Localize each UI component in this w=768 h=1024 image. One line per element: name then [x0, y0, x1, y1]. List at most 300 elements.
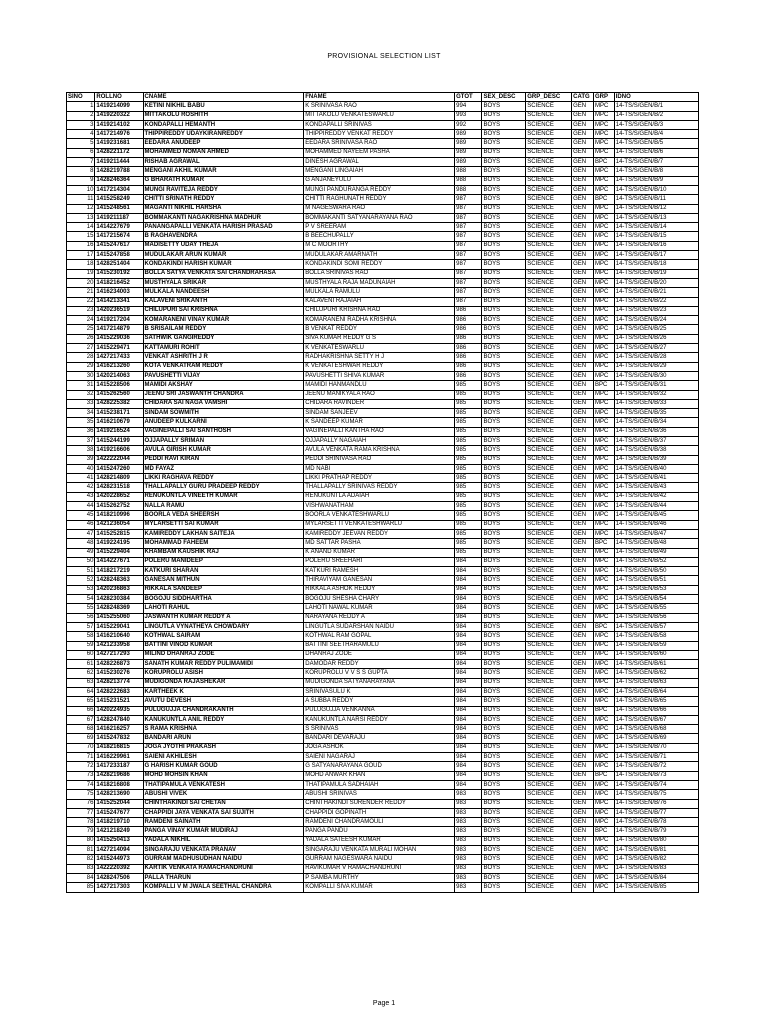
cell-cname: SINDAM SOWMITH — [143, 409, 304, 418]
cell-rollno: 1415244199 — [95, 436, 143, 445]
table-row — [67, 576, 699, 585]
cell-catg: GEN — [572, 241, 594, 250]
cell-sex-desc: BOYS — [482, 353, 526, 362]
cell-idno: 14-TS/S/GEN/B/77 — [614, 808, 698, 817]
cell-grp: MPC — [593, 232, 614, 241]
cell-catg: GEN — [572, 883, 594, 892]
table-row — [67, 371, 699, 380]
cell-idno: 14-TS/S/GEN/B/11 — [614, 195, 698, 204]
cell-sex-desc: BOYS — [482, 334, 526, 343]
cell-grp: MPC — [593, 223, 614, 232]
cell-fname: M NAGESWARA RAO — [304, 204, 455, 213]
table-row — [67, 585, 699, 594]
cell-grp-desc: SCIENCE — [526, 241, 572, 250]
cell-sex-desc: BOYS — [482, 660, 526, 669]
cell-idno: 14-TS/S/GEN/B/26 — [614, 334, 698, 343]
table-row — [67, 204, 699, 213]
cell-fname: PANGA PANDU — [304, 827, 455, 836]
cell-rollno: 1422220392 — [95, 864, 143, 873]
cell-sino: 54 — [67, 595, 95, 604]
cell-idno: 14-TS/S/GEN/B/14 — [614, 223, 698, 232]
cell-rollno: 1416213260 — [95, 362, 143, 371]
table-row — [67, 464, 699, 473]
cell-grp-desc: SCIENCE — [526, 288, 572, 297]
cell-grp: MPC — [593, 362, 614, 371]
table-row — [67, 604, 699, 613]
cell-cname: JEENU SRI JASWANTH CHANDRA — [143, 390, 304, 399]
cell-catg: GEN — [572, 483, 594, 492]
cell-gtot: 987 — [455, 260, 482, 269]
table-row — [67, 669, 699, 678]
cell-sex-desc: BOYS — [482, 790, 526, 799]
cell-sex-desc: BOYS — [482, 678, 526, 687]
cell-grp-desc: SCIENCE — [526, 185, 572, 194]
cell-grp: MPC — [593, 846, 614, 855]
cell-idno: 14-TS/S/GEN/B/23 — [614, 306, 698, 315]
cell-catg: GEN — [572, 102, 594, 111]
cell-grp: MPC — [593, 883, 614, 892]
cell-idno: 14-TS/S/GEN/B/74 — [614, 780, 698, 789]
cell-rollno: 1416210679 — [95, 418, 143, 427]
cell-sex-desc: BOYS — [482, 288, 526, 297]
cell-catg: GEN — [572, 148, 594, 157]
cell-cname: S RAMA KRISHNA — [143, 725, 304, 734]
cell-fname: KORUPROLU V V S S GUPTA — [304, 669, 455, 678]
cell-fname: DHANRAJ ZODE — [304, 650, 455, 659]
cell-idno: 14-TS/S/GEN/B/44 — [614, 502, 698, 511]
cell-cname: B RAGHAVENDRA — [143, 232, 304, 241]
cell-catg: GEN — [572, 725, 594, 734]
cell-rollno: 1420224935 — [95, 706, 143, 715]
cell-rollno: 1419216606 — [95, 446, 143, 455]
cell-idno: 14-TS/S/GEN/B/51 — [614, 576, 698, 585]
cell-gtot: 987 — [455, 251, 482, 260]
cell-idno: 14-TS/S/GEN/B/62 — [614, 669, 698, 678]
cell-cname: CHIDARA SAI NAGA VAMSHI — [143, 399, 304, 408]
cell-rollno: 1427217433 — [95, 353, 143, 362]
cell-catg: GEN — [572, 539, 594, 548]
cell-grp-desc: SCIENCE — [526, 706, 572, 715]
cell-idno: 14-TS/S/GEN/B/45 — [614, 511, 698, 520]
cell-rollno: 1415229041 — [95, 622, 143, 631]
cell-idno: 14-TS/S/GEN/B/42 — [614, 492, 698, 501]
cell-catg: GEN — [572, 502, 594, 511]
cell-grp: MPC — [593, 334, 614, 343]
cell-grp: MPC — [593, 185, 614, 194]
cell-sino: 4 — [67, 130, 95, 139]
cell-sex-desc: BOYS — [482, 483, 526, 492]
cell-idno: 14-TS/S/GEN/B/9 — [614, 176, 698, 185]
cell-sex-desc: BOYS — [482, 855, 526, 864]
cell-fname: EEDARA SRINIVASA RAO — [304, 139, 455, 148]
cell-idno: 14-TS/S/GEN/B/79 — [614, 827, 698, 836]
cell-catg: GEN — [572, 288, 594, 297]
cell-grp: MPC — [593, 678, 614, 687]
cell-gtot: 985 — [455, 446, 482, 455]
cell-rollno: 1420236863 — [95, 585, 143, 594]
table-row — [67, 427, 699, 436]
cell-grp: MPC — [593, 650, 614, 659]
cell-catg: GEN — [572, 409, 594, 418]
cell-idno: 14-TS/S/GEN/B/30 — [614, 371, 698, 380]
cell-gtot: 985 — [455, 427, 482, 436]
table-row — [67, 650, 699, 659]
cell-grp-desc: SCIENCE — [526, 195, 572, 204]
cell-gtot: 984 — [455, 753, 482, 762]
cell-gtot: 984 — [455, 688, 482, 697]
cell-gtot: 985 — [455, 381, 482, 390]
cell-gtot: 984 — [455, 762, 482, 771]
cell-gtot: 983 — [455, 873, 482, 882]
cell-fname: KOTHWAL RAM GOPAL — [304, 632, 455, 641]
cell-fname: THIRAVIYAM GANESAN — [304, 576, 455, 585]
cell-cname: PULUGUJJA CHANDRAKANTH — [143, 706, 304, 715]
cell-cname: KAMIREDDY LAKHAN SAITEJA — [143, 529, 304, 538]
cell-gtot: 983 — [455, 808, 482, 817]
cell-grp-desc: SCIENCE — [526, 604, 572, 613]
cell-fname: MUDIGONDA SATYANARAYANA — [304, 678, 455, 687]
cell-fname: MUDULAKAR AMARNATH — [304, 251, 455, 260]
cell-rollno: 1415238171 — [95, 409, 143, 418]
cell-gtot: 987 — [455, 269, 482, 278]
cell-grp-desc: SCIENCE — [526, 223, 572, 232]
table-row — [67, 846, 699, 855]
cell-gtot: 985 — [455, 455, 482, 464]
cell-catg: GEN — [572, 715, 594, 724]
cell-grp: MPC — [593, 567, 614, 576]
cell-fname: MITTAKOLU VENKATESWARLU — [304, 111, 455, 120]
cell-cname: MENGANI AKHIL KUMAR — [143, 167, 304, 176]
cell-fname: MAMIDI HANMANDLU — [304, 381, 455, 390]
cell-sino: 34 — [67, 409, 95, 418]
cell-idno: 14-TS/S/GEN/B/27 — [614, 344, 698, 353]
cell-sex-desc: BOYS — [482, 520, 526, 529]
table-row — [67, 213, 699, 222]
cell-fname: MOHAMMED NAYEEM PASHA — [304, 148, 455, 157]
cell-gtot: 984 — [455, 734, 482, 743]
table-row — [67, 130, 699, 139]
cell-sino: 72 — [67, 762, 95, 771]
table-row — [67, 436, 699, 445]
cell-idno: 14-TS/S/GEN/B/66 — [614, 706, 698, 715]
cell-grp-desc: SCIENCE — [526, 520, 572, 529]
cell-grp-desc: SCIENCE — [526, 632, 572, 641]
cell-sino: 47 — [67, 529, 95, 538]
cell-catg: GEN — [572, 641, 594, 650]
cell-sino: 25 — [67, 325, 95, 334]
table-row — [67, 446, 699, 455]
cell-grp-desc: SCIENCE — [526, 111, 572, 120]
cell-grp: MPC — [593, 483, 614, 492]
cell-rollno: 1415248561 — [95, 204, 143, 213]
cell-sex-desc: BOYS — [482, 260, 526, 269]
cell-rollno: 1418217219 — [95, 567, 143, 576]
cell-sex-desc: BOYS — [482, 446, 526, 455]
cell-sino: 3 — [67, 120, 95, 129]
cell-gtot: 985 — [455, 474, 482, 483]
cell-rollno: 1415229036 — [95, 334, 143, 343]
cell-grp-desc: SCIENCE — [526, 585, 572, 594]
cell-grp-desc: SCIENCE — [526, 836, 572, 845]
cell-grp: MPC — [593, 697, 614, 706]
table-row — [67, 715, 699, 724]
cell-fname: B VENKAT REDDY — [304, 325, 455, 334]
cell-grp-desc: SCIENCE — [526, 873, 572, 882]
cell-grp-desc: SCIENCE — [526, 474, 572, 483]
cell-cname: MITTAKOLU ROSHITH — [143, 111, 304, 120]
cell-catg: GEN — [572, 213, 594, 222]
cell-gtot: 987 — [455, 288, 482, 297]
cell-sex-desc: BOYS — [482, 455, 526, 464]
cell-rollno: 1415247832 — [95, 734, 143, 743]
cell-rollno: 1418210996 — [95, 511, 143, 520]
cell-sex-desc: BOYS — [482, 743, 526, 752]
cell-catg: GEN — [572, 706, 594, 715]
cell-fname: DINESH AGRAWAL — [304, 158, 455, 167]
cell-rollno: 1428222683 — [95, 688, 143, 697]
cell-rollno: 1415247617 — [95, 241, 143, 250]
table-row — [67, 855, 699, 864]
cell-sex-desc: BOYS — [482, 241, 526, 250]
cell-sex-desc: BOYS — [482, 753, 526, 762]
cell-fname: CHIDARA RAVINDER — [304, 399, 455, 408]
cell-rollno: 1428231518 — [95, 483, 143, 492]
table-row — [67, 836, 699, 845]
cell-sino: 12 — [67, 204, 95, 213]
cell-idno: 14-TS/S/GEN/B/43 — [614, 483, 698, 492]
cell-idno: 14-TS/S/GEN/B/60 — [614, 650, 698, 659]
table-row — [67, 492, 699, 501]
cell-grp-desc: SCIENCE — [526, 344, 572, 353]
cell-sex-desc: BOYS — [482, 213, 526, 222]
cell-cname: BOORLA VEDA SHEERSH — [143, 511, 304, 520]
cell-catg: GEN — [572, 613, 594, 622]
cell-sino: 85 — [67, 883, 95, 892]
table-row — [67, 734, 699, 743]
cell-idno: 14-TS/S/GEN/B/72 — [614, 762, 698, 771]
cell-idno: 14-TS/S/GEN/B/12 — [614, 204, 698, 213]
cell-grp-desc: SCIENCE — [526, 697, 572, 706]
cell-gtot: 984 — [455, 669, 482, 678]
cell-idno: 14-TS/S/GEN/B/70 — [614, 743, 698, 752]
column-header-sex-desc: SEX_DESC — [482, 93, 526, 102]
cell-sino: 26 — [67, 334, 95, 343]
table-row — [67, 390, 699, 399]
column-header-cname: CNAME — [143, 93, 304, 102]
cell-rollno: 1419217204 — [95, 316, 143, 325]
cell-rollno: 1420228652 — [95, 492, 143, 501]
cell-grp-desc: SCIENCE — [526, 371, 572, 380]
table-row — [67, 409, 699, 418]
table-row — [67, 688, 699, 697]
table-row — [67, 111, 699, 120]
cell-fname: M C MOORTHY — [304, 241, 455, 250]
cell-gtot: 987 — [455, 241, 482, 250]
cell-sino: 35 — [67, 418, 95, 427]
cell-cname: MOHAMMAD FAHEEM — [143, 539, 304, 548]
cell-cname: MADISETTY UDAY THEJA — [143, 241, 304, 250]
cell-cname: PEDDI RAVI KIRAN — [143, 455, 304, 464]
cell-grp-desc: SCIENCE — [526, 864, 572, 873]
cell-sino: 77 — [67, 808, 95, 817]
cell-gtot: 984 — [455, 706, 482, 715]
cell-cname: KORUPROLU ASISH — [143, 669, 304, 678]
cell-gtot: 992 — [455, 120, 482, 129]
table-row — [67, 241, 699, 250]
cell-rollno: 1416216257 — [95, 725, 143, 734]
column-header-gtot: GTOT — [455, 93, 482, 102]
cell-grp: MPC — [593, 474, 614, 483]
cell-sino: 31 — [67, 381, 95, 390]
column-header-sino: SINO — [67, 93, 95, 102]
table-row — [67, 520, 699, 529]
cell-idno: 14-TS/S/GEN/B/41 — [614, 474, 698, 483]
cell-sex-desc: BOYS — [482, 734, 526, 743]
cell-idno: 14-TS/S/GEN/B/54 — [614, 595, 698, 604]
cell-grp-desc: SCIENCE — [526, 409, 572, 418]
cell-sino: 63 — [67, 678, 95, 687]
cell-gtot: 984 — [455, 595, 482, 604]
cell-gtot: 984 — [455, 622, 482, 631]
cell-grp-desc: SCIENCE — [526, 762, 572, 771]
cell-sino: 14 — [67, 223, 95, 232]
cell-cname: RAMDENI SAINATH — [143, 818, 304, 827]
cell-rollno: 1427217303 — [95, 883, 143, 892]
cell-catg: GEN — [572, 297, 594, 306]
cell-idno: 14-TS/S/GEN/B/36 — [614, 427, 698, 436]
cell-idno: 14-TS/S/GEN/B/48 — [614, 539, 698, 548]
cell-sino: 42 — [67, 483, 95, 492]
cell-grp: BPC — [593, 622, 614, 631]
cell-fname: KOMARANENI RADHA KRISHNA — [304, 316, 455, 325]
cell-catg: GEN — [572, 176, 594, 185]
cell-idno: 14-TS/S/GEN/B/7 — [614, 158, 698, 167]
cell-sino: 6 — [67, 148, 95, 157]
column-header-rollno: ROLLNO — [95, 93, 143, 102]
cell-rollno: 1415262752 — [95, 502, 143, 511]
cell-fname: BANDARI DEVARAJU — [304, 734, 455, 743]
cell-sex-desc: BOYS — [482, 130, 526, 139]
cell-sino: 41 — [67, 474, 95, 483]
cell-catg: GEN — [572, 557, 594, 566]
cell-idno: 14-TS/S/GEN/B/55 — [614, 604, 698, 613]
cell-fname: THIPPIREDDY VENKAT REDDY — [304, 130, 455, 139]
cell-catg: GEN — [572, 232, 594, 241]
cell-sino: 65 — [67, 697, 95, 706]
cell-fname: P SAMBA MURTHY — [304, 873, 455, 882]
cell-fname: MULKALA RAMULU — [304, 288, 455, 297]
selection-table — [66, 92, 699, 893]
cell-idno: 14-TS/S/GEN/B/82 — [614, 855, 698, 864]
cell-sex-desc: BOYS — [482, 557, 526, 566]
table-row — [67, 399, 699, 408]
cell-idno: 14-TS/S/GEN/B/20 — [614, 278, 698, 287]
table-row — [67, 502, 699, 511]
table-row — [67, 185, 699, 194]
cell-idno: 14-TS/S/GEN/B/6 — [614, 148, 698, 157]
cell-grp-desc: SCIENCE — [526, 232, 572, 241]
cell-idno: 14-TS/S/GEN/B/3 — [614, 120, 698, 129]
cell-grp-desc: SCIENCE — [526, 846, 572, 855]
cell-gtot: 983 — [455, 883, 482, 892]
cell-sex-desc: BOYS — [482, 492, 526, 501]
cell-gtot: 984 — [455, 725, 482, 734]
cell-catg: GEN — [572, 511, 594, 520]
cell-sex-desc: BOYS — [482, 464, 526, 473]
cell-fname: MD SATTAR PASHA — [304, 539, 455, 548]
cell-fname: RAMDENI CHANDRAMOULI — [304, 818, 455, 827]
cell-idno: 14-TS/S/GEN/B/64 — [614, 688, 698, 697]
cell-rollno: 1415229471 — [95, 344, 143, 353]
cell-fname: DAMODAR REDDY — [304, 660, 455, 669]
cell-catg: GEN — [572, 604, 594, 613]
column-header-catg: CATG — [572, 93, 594, 102]
cell-catg: GEN — [572, 325, 594, 334]
cell-catg: GEN — [572, 371, 594, 380]
cell-sino: 64 — [67, 688, 95, 697]
table-row — [67, 790, 699, 799]
cell-rollno: 1418216815 — [95, 743, 143, 752]
cell-sex-desc: BOYS — [482, 595, 526, 604]
cell-fname: P V SREERAM — [304, 223, 455, 232]
cell-fname: B BEECHUPALLY — [304, 232, 455, 241]
cell-gtot: 986 — [455, 316, 482, 325]
cell-cname: JOGA JYOTHI PRAKASH — [143, 743, 304, 752]
page-number: Page 1 — [372, 1000, 396, 1007]
cell-rollno: 1419231681 — [95, 139, 143, 148]
cell-cname: CHILUPURI SAI KRISHNA — [143, 306, 304, 315]
table-header-row — [67, 93, 699, 102]
cell-gtot: 989 — [455, 139, 482, 148]
cell-fname: SIVA KUMAR REDDY G S — [304, 334, 455, 343]
cell-cname: KATKURI SHARAN — [143, 567, 304, 576]
cell-cname: VAGINEPALLI SAI SANTHOSH — [143, 427, 304, 436]
cell-rollno: 1418219710 — [95, 818, 143, 827]
cell-grp-desc: SCIENCE — [526, 362, 572, 371]
cell-gtot: 989 — [455, 158, 482, 167]
cell-fname: MYLARSETTI VENKATESHWARLU — [304, 520, 455, 529]
cell-sino: 62 — [67, 669, 95, 678]
cell-fname: SINGARAJU VENKATA MURALI MOHAN — [304, 846, 455, 855]
cell-grp-desc: SCIENCE — [526, 213, 572, 222]
table-row — [67, 697, 699, 706]
cell-sex-desc: BOYS — [482, 622, 526, 631]
table-row — [67, 808, 699, 817]
cell-idno: 14-TS/S/GEN/B/34 — [614, 418, 698, 427]
cell-grp-desc: SCIENCE — [526, 167, 572, 176]
cell-grp: MPC — [593, 204, 614, 213]
cell-grp-desc: SCIENCE — [526, 818, 572, 827]
cell-sex-desc: BOYS — [482, 185, 526, 194]
cell-rollno: 1415228506 — [95, 381, 143, 390]
cell-sex-desc: BOYS — [482, 148, 526, 157]
cell-cname: MUNGI RAVITEJA REDDY — [143, 185, 304, 194]
cell-sino: 70 — [67, 743, 95, 752]
cell-idno: 14-TS/S/GEN/B/78 — [614, 818, 698, 827]
table-row — [67, 102, 699, 111]
cell-rollno: 1421236054 — [95, 520, 143, 529]
cell-gtot: 988 — [455, 185, 482, 194]
cell-fname: LINGUTLA SUDARSHAN NAIDU — [304, 622, 455, 631]
cell-sino: 36 — [67, 427, 95, 436]
cell-sino: 48 — [67, 539, 95, 548]
cell-grp: MPC — [593, 455, 614, 464]
table-row — [67, 706, 699, 715]
cell-cname: MYLARSETTI SAI KUMAR — [143, 520, 304, 529]
cell-fname: GURRAM NAGESWARA NAIDU — [304, 855, 455, 864]
cell-fname: K SANDEEP KUMAR — [304, 418, 455, 427]
cell-catg: GEN — [572, 548, 594, 557]
